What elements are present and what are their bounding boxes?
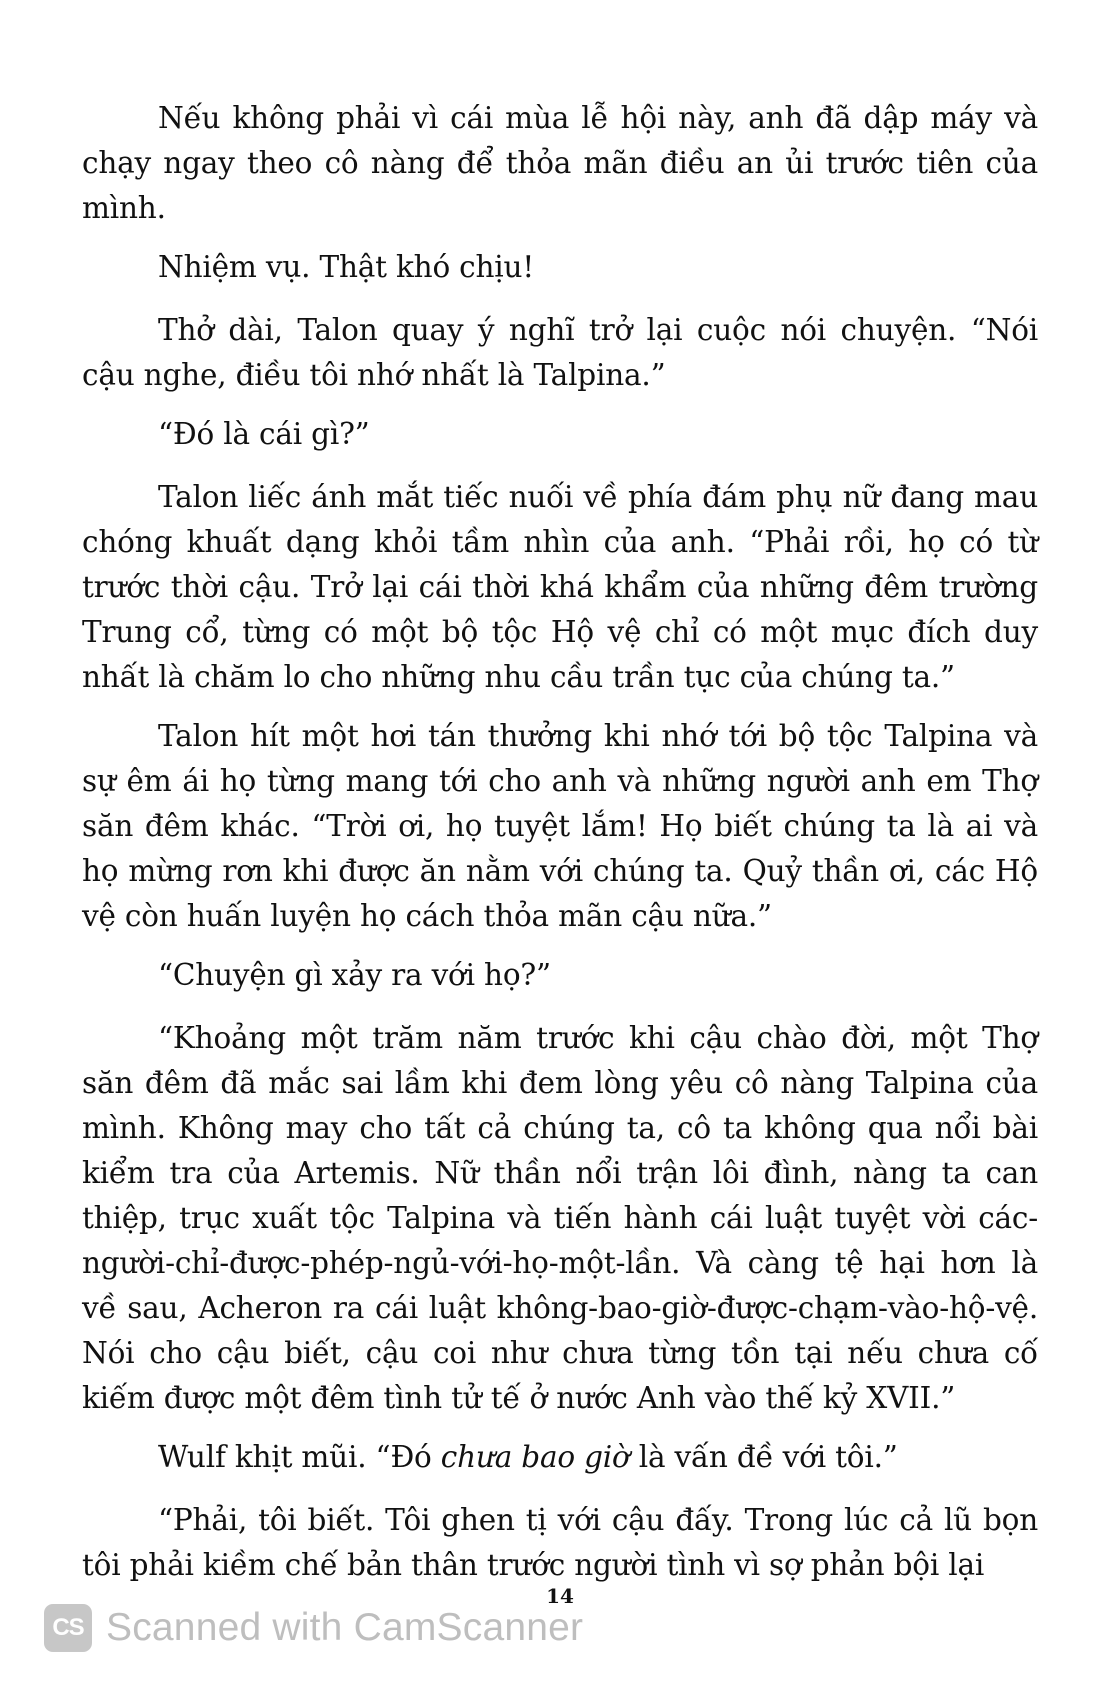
page-number: 14 [546, 1584, 574, 1608]
paragraph: Talon hít một hơi tán thưởng khi nhớ tới bộ tộc Talpina và sự êm ái họ từng mang tới cho anh và những người anh em Thợ săn đêm khác. “Trời ơi, họ tuyệt lắm! Họ biết chúng ta là ai và họ mừng rơn khi được ăn nằm với chúng ta. Quỷ thần ơi, các Hộ vệ còn huấn luyện họ cách thỏa mãn cậu nữa.” [82, 719, 1038, 933]
paragraph-wulf [82, 1435, 1038, 1480]
camscanner-watermark [44, 1598, 583, 1658]
paragraph: “Đó là cái gì?” [158, 417, 370, 451]
paragraph-last: “Phải, tôi biết. Tôi ghen tị với cậu đấy. Trong lúc cả lũ bọn tôi phải kiềm chế bản thân trước người tình vì sợ phản bội lại [82, 1503, 1038, 1582]
body-text [82, 96, 1038, 1602]
camscanner-logo-icon: CS [44, 1604, 92, 1652]
paragraph: “Khoảng một trăm năm trước khi cậu chào đời, một Thợ săn đêm đã mắc sai lầm khi đem lòng yêu cô nàng Talpina của mình. Không may cho tất cả chúng ta, cô ta không qua nổi bài kiểm tra của Artemis. Nữ thần nổi trận lôi đình, nàng ta can thiệp, trục xuất tộc Talpina và tiến hành cái luật tuyệt vời các-người-chỉ-được-phép-ngủ-với-họ-một-lần. Và càng tệ hại hơn là về sau, Acheron ra cái luật không-bao-giờ-được-chạm-vào-hộ-vệ. Nói cho cậu biết, cậu coi như chưa từng tồn tại nếu chưa cố kiếm được một đêm tình tử tế ở nước Anh vào thế kỷ XVII.” [82, 1021, 1038, 1415]
wulf-line-emphasis: chưa bao giờ [440, 1440, 630, 1474]
paragraph: Thở dài, Talon quay ý nghĩ trở lại cuộc nói chuyện. “Nói cậu nghe, điều tôi nhớ nhất là Talpina.” [82, 313, 1038, 392]
paragraph: Nếu không phải vì cái mùa lễ hội này, anh đã dập máy và chạy ngay theo cô nàng để thỏa mãn điều an ủi trước tiên của mình. [82, 101, 1038, 225]
paragraph: Nhiệm vụ. Thật khó chịu! [158, 250, 534, 284]
paragraph: Talon liếc ánh mắt tiếc nuối về phía đám phụ nữ đang mau chóng khuất dạng khỏi tầm nhìn của anh. “Phải rồi, họ có từ trước thời cậu. Trở lại cái thời khá khẩm của những đêm trường Trung cổ, từng có một bộ tộc Hộ vệ chỉ có một mục đích duy nhất là chăm lo cho những nhu cầu trần tục của chúng ta.” [82, 480, 1038, 694]
watermark-text: Scanned with CamScanner [106, 1606, 584, 1649]
paragraph: “Chuyện gì xảy ra với họ?” [158, 958, 551, 992]
wulf-line-after: là vấn đề với tôi.” [629, 1440, 898, 1474]
wulf-line-before: Wulf khịt mũi. “Đó [158, 1440, 441, 1474]
